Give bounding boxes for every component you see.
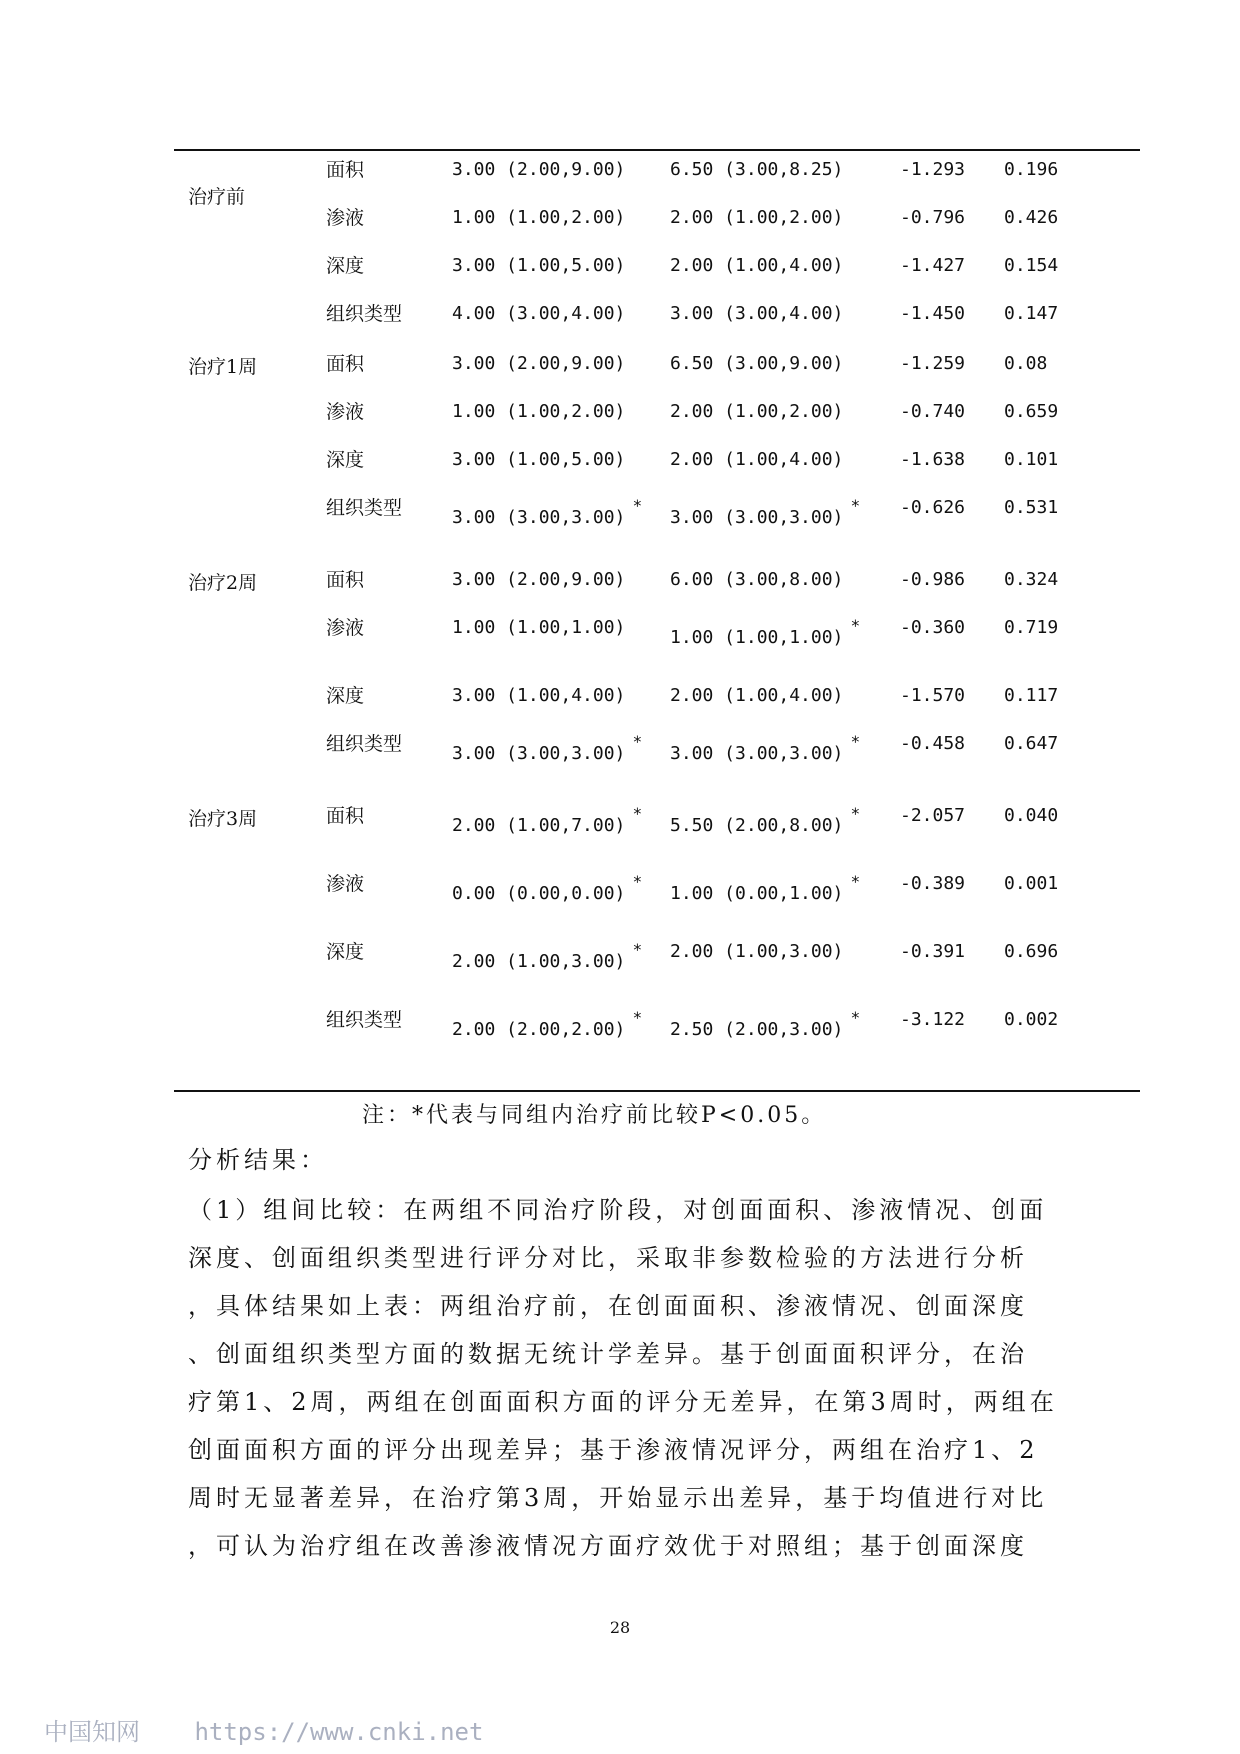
treatment-cell <box>452 568 625 592</box>
z-value-cell-text: -0.458 <box>900 733 966 754</box>
indicator-cell <box>326 158 364 182</box>
paragraph-line: 深度、创面组织类型进行评分对比，采取非参数检验的方法进行分析 <box>188 1244 1028 1272</box>
indicator-cell-text: 渗液 <box>326 207 365 229</box>
indicator-cell-text: 面积 <box>326 805 365 827</box>
significance-star: * <box>851 732 860 751</box>
table-row <box>0 1008 1240 1048</box>
indicator-cell <box>326 254 364 278</box>
footer-watermark <box>44 1712 483 1747</box>
p-value-cell <box>1004 352 1047 376</box>
z-value-cell <box>900 158 965 182</box>
treatment-cell-text: 3.00 (2.00,9.00) <box>452 159 626 180</box>
table-row <box>0 302 1240 342</box>
treatment-cell <box>452 872 642 906</box>
indicator-cell-text: 组织类型 <box>326 497 403 519</box>
z-value-cell <box>900 352 965 376</box>
control-cell-text: 2.00 (1.00,4.00) <box>670 685 844 706</box>
control-cell-text: 2.00 (1.00,2.00) <box>670 401 844 422</box>
indicator-cell <box>326 448 364 472</box>
z-value-cell-text: -0.626 <box>900 497 966 518</box>
z-value-cell-text: -0.360 <box>900 617 966 638</box>
z-value-cell <box>900 400 965 424</box>
control-cell-text: 6.50 (3.00,9.00) <box>670 353 844 374</box>
z-value-cell <box>900 448 965 472</box>
p-value-cell <box>1004 684 1058 708</box>
significance-star: * <box>633 804 642 823</box>
group-label: 治疗1周 <box>188 356 258 378</box>
indicator-cell-text: 深度 <box>326 685 365 707</box>
table-row <box>0 568 1240 608</box>
control-cell <box>670 804 860 838</box>
control-cell <box>670 254 843 278</box>
indicator-cell-text: 面积 <box>326 159 365 181</box>
control-cell <box>670 206 843 230</box>
control-cell <box>670 732 860 766</box>
indicator-cell-text: 面积 <box>326 353 365 375</box>
p-value-cell-text: 0.196 <box>1004 159 1059 180</box>
control-cell-text: 1.00 (0.00,1.00) <box>670 883 844 904</box>
treatment-cell <box>452 352 625 376</box>
p-value-cell-text: 0.719 <box>1004 617 1059 638</box>
control-cell <box>670 872 860 906</box>
p-value-cell <box>1004 732 1058 756</box>
z-value-cell-text: -0.391 <box>900 941 966 962</box>
p-value-cell-text: 0.647 <box>1004 733 1059 754</box>
significance-star: * <box>851 804 860 823</box>
indicator-cell <box>326 684 364 708</box>
table-row <box>0 872 1240 912</box>
p-value-cell <box>1004 206 1058 230</box>
treatment-cell-text: 2.00 (2.00,2.00) <box>452 1019 626 1040</box>
control-cell-text: 2.00 (1.00,3.00) <box>670 941 844 962</box>
treatment-cell <box>452 616 625 640</box>
p-value-cell <box>1004 1008 1058 1032</box>
significance-star: * <box>633 496 642 515</box>
control-cell-text: 2.00 (1.00,2.00) <box>670 207 844 228</box>
treatment-cell-text: 2.00 (1.00,3.00) <box>452 951 626 972</box>
control-cell-text: 2.00 (1.00,4.00) <box>670 255 844 276</box>
indicator-cell <box>326 940 364 964</box>
control-cell-text: 6.50 (3.00,8.25) <box>670 159 844 180</box>
significance-star: * <box>851 616 860 635</box>
table-note: 注：*代表与同组内治疗前比较P<0.05。 <box>362 1103 827 1128</box>
indicator-cell-text: 深度 <box>326 255 365 277</box>
table-row <box>0 158 1240 198</box>
indicator-cell <box>326 568 364 592</box>
indicator-cell <box>326 732 402 756</box>
z-value-cell-text: -1.450 <box>900 303 966 324</box>
indicator-cell-text: 组织类型 <box>326 733 403 755</box>
treatment-cell-text: 3.00 (2.00,9.00) <box>452 353 626 374</box>
p-value-cell-text: 0.101 <box>1004 449 1059 470</box>
indicator-cell-text: 深度 <box>326 941 365 963</box>
z-value-cell <box>900 254 965 278</box>
treatment-cell <box>452 940 642 974</box>
p-value-cell <box>1004 568 1058 592</box>
z-value-cell <box>900 804 965 828</box>
indicator-cell-text: 渗液 <box>326 617 365 639</box>
z-value-cell-text: -1.570 <box>900 685 966 706</box>
paragraph-line: 疗第1、2周，两组在创面面积方面的评分无差异，在第3周时，两组在 <box>188 1388 1058 1416</box>
p-value-cell <box>1004 400 1058 424</box>
table-row <box>0 254 1240 294</box>
control-cell-text: 1.00 (1.00,1.00) <box>670 627 844 648</box>
treatment-cell-text: 3.00 (1.00,5.00) <box>452 255 626 276</box>
paragraph-line: ，具体结果如上表：两组治疗前，在创面面积、渗液情况、创面深度 <box>188 1292 1028 1320</box>
treatment-cell-text: 1.00 (1.00,2.00) <box>452 207 626 228</box>
treatment-cell-text: 3.00 (1.00,4.00) <box>452 685 626 706</box>
treatment-cell-text: 0.00 (0.00,0.00) <box>452 883 626 904</box>
treatment-cell <box>452 1008 642 1042</box>
control-cell-text: 3.00 (3.00,4.00) <box>670 303 844 324</box>
z-value-cell <box>900 732 965 756</box>
p-value-cell <box>1004 254 1058 278</box>
significance-star: * <box>633 940 642 959</box>
control-cell-text: 2.00 (1.00,4.00) <box>670 449 844 470</box>
indicator-cell <box>326 872 364 896</box>
paragraph-line: （1）组间比较：在两组不同治疗阶段，对创面面积、渗液情况、创面 <box>188 1196 1048 1224</box>
significance-star: * <box>633 872 642 891</box>
p-value-cell <box>1004 616 1058 640</box>
treatment-cell-text: 2.00 (1.00,7.00) <box>452 815 626 836</box>
p-value-cell-text: 0.324 <box>1004 569 1059 590</box>
indicator-cell <box>326 302 402 326</box>
paragraph-line: 周时无显著差异，在治疗第3周，开始显示出差异，基于均值进行对比 <box>188 1484 1048 1512</box>
paragraph-line: ，可认为治疗组在改善渗液情况方面疗效优于对照组；基于创面深度 <box>188 1532 1028 1560</box>
z-value-cell <box>900 206 965 230</box>
z-value-cell <box>900 684 965 708</box>
z-value-cell <box>900 872 965 896</box>
p-value-cell-text: 0.659 <box>1004 401 1059 422</box>
p-value-cell <box>1004 804 1058 828</box>
significance-star: * <box>633 732 642 751</box>
control-cell <box>670 302 843 326</box>
treatment-cell <box>452 684 625 708</box>
p-value-cell-text: 0.117 <box>1004 685 1059 706</box>
table-row <box>0 804 1240 844</box>
z-value-cell-text: -0.796 <box>900 207 966 228</box>
p-value-cell-text: 0.696 <box>1004 941 1059 962</box>
z-value-cell-text: -0.986 <box>900 569 966 590</box>
indicator-cell <box>326 400 364 424</box>
table-bottom-rule <box>174 1090 1140 1092</box>
p-value-cell-text: 0.531 <box>1004 497 1059 518</box>
table-row <box>0 616 1240 656</box>
treatment-cell <box>452 496 642 530</box>
treatment-cell-text: 3.00 (3.00,3.00) <box>452 507 626 528</box>
control-cell <box>670 940 843 964</box>
significance-star: * <box>851 496 860 515</box>
indicator-cell-text: 面积 <box>326 569 365 591</box>
treatment-cell-text: 1.00 (1.00,1.00) <box>452 617 626 638</box>
indicator-cell-text: 渗液 <box>326 873 365 895</box>
p-value-cell <box>1004 940 1058 964</box>
indicator-cell <box>326 1008 402 1032</box>
indicator-cell <box>326 496 402 520</box>
control-cell <box>670 400 843 424</box>
indicator-cell <box>326 206 364 230</box>
table-row <box>0 496 1240 536</box>
p-value-cell <box>1004 872 1058 896</box>
p-value-cell <box>1004 158 1058 182</box>
site-url: https://www.cnki.net <box>194 1718 484 1746</box>
control-cell <box>670 158 843 182</box>
z-value-cell-text: -1.638 <box>900 449 966 470</box>
treatment-cell <box>452 804 642 838</box>
site-name: 中国知网 <box>44 1718 140 1746</box>
group-label: 治疗3周 <box>188 808 258 830</box>
control-cell-text: 6.00 (3.00,8.00) <box>670 569 844 590</box>
p-value-cell-text: 0.040 <box>1004 805 1059 826</box>
indicator-cell <box>326 804 364 828</box>
treatment-cell <box>452 254 625 278</box>
p-value-cell-text: 0.002 <box>1004 1009 1059 1030</box>
p-value-cell <box>1004 496 1058 520</box>
p-value-cell <box>1004 448 1058 472</box>
control-cell-text: 3.00 (3.00,3.00) <box>670 507 844 528</box>
z-value-cell <box>900 1008 965 1032</box>
indicator-cell-text: 深度 <box>326 449 365 471</box>
page-number: 28 <box>609 1618 631 1637</box>
paragraph-line: 创面面积方面的评分出现差异；基于渗液情况评分，两组在治疗1、2 <box>188 1436 1039 1464</box>
analysis-heading: 分析结果： <box>188 1146 328 1174</box>
control-cell <box>670 352 843 376</box>
p-value-cell-text: 0.154 <box>1004 255 1059 276</box>
significance-star: * <box>851 872 860 891</box>
indicator-cell-text: 组织类型 <box>326 1009 403 1031</box>
treatment-cell-text: 3.00 (2.00,9.00) <box>452 569 626 590</box>
significance-star: * <box>851 1008 860 1027</box>
treatment-cell <box>452 302 625 326</box>
treatment-cell <box>452 206 625 230</box>
table-row <box>0 940 1240 980</box>
control-cell-text: 3.00 (3.00,3.00) <box>670 743 844 764</box>
z-value-cell-text: -1.427 <box>900 255 966 276</box>
z-value-cell-text: -1.259 <box>900 353 966 374</box>
table-row <box>0 448 1240 488</box>
p-value-cell-text: 0.001 <box>1004 873 1059 894</box>
paragraph-line: 、创面组织类型方面的数据无统计学差异。基于创面面积评分，在治 <box>188 1340 1028 1368</box>
table-row <box>0 352 1240 392</box>
table-row <box>0 684 1240 724</box>
z-value-cell <box>900 616 965 640</box>
indicator-cell <box>326 616 364 640</box>
z-value-cell <box>900 496 965 520</box>
group-label: 治疗前 <box>188 186 246 208</box>
treatment-cell-text: 4.00 (3.00,4.00) <box>452 303 626 324</box>
indicator-cell <box>326 352 364 376</box>
z-value-cell-text: -3.122 <box>900 1009 966 1030</box>
control-cell <box>670 684 843 708</box>
z-value-cell <box>900 302 965 326</box>
control-cell-text: 5.50 (2.00,8.00) <box>670 815 844 836</box>
z-value-cell <box>900 568 965 592</box>
control-cell <box>670 1008 860 1042</box>
treatment-cell-text: 1.00 (1.00,2.00) <box>452 401 626 422</box>
treatment-cell <box>452 158 625 182</box>
treatment-cell <box>452 448 625 472</box>
control-cell <box>670 496 860 530</box>
indicator-cell-text: 组织类型 <box>326 303 403 325</box>
z-value-cell-text: -0.389 <box>900 873 966 894</box>
treatment-cell <box>452 400 625 424</box>
indicator-cell-text: 渗液 <box>326 401 365 423</box>
z-value-cell-text: -1.293 <box>900 159 966 180</box>
table-row <box>0 732 1240 772</box>
significance-star: * <box>633 1008 642 1027</box>
group-label: 治疗2周 <box>188 572 258 594</box>
p-value-cell-text: 0.147 <box>1004 303 1059 324</box>
z-value-cell-text: -2.057 <box>900 805 966 826</box>
z-value-cell-text: -0.740 <box>900 401 966 422</box>
treatment-cell-text: 3.00 (1.00,5.00) <box>452 449 626 470</box>
control-cell-text: 2.50 (2.00,3.00) <box>670 1019 844 1040</box>
p-value-cell-text: 0.426 <box>1004 207 1059 228</box>
control-cell <box>670 616 860 650</box>
p-value-cell-text: 0.08 <box>1004 353 1048 374</box>
table-row <box>0 400 1240 440</box>
control-cell <box>670 568 843 592</box>
p-value-cell <box>1004 302 1058 326</box>
treatment-cell <box>452 732 642 766</box>
control-cell <box>670 448 843 472</box>
treatment-cell-text: 3.00 (3.00,3.00) <box>452 743 626 764</box>
table-row <box>0 206 1240 246</box>
z-value-cell <box>900 940 965 964</box>
